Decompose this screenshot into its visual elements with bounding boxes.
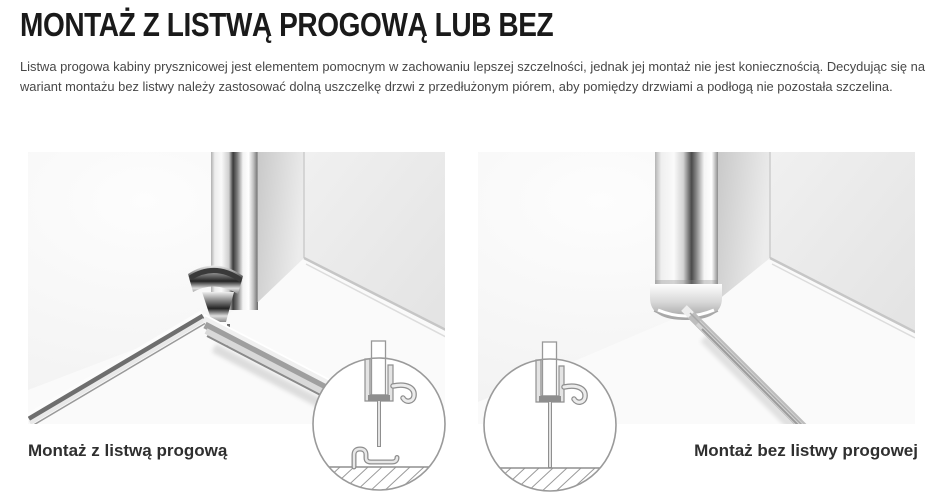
intro-paragraph: Listwa progowa kabiny prysznicowej jest elementem pomocnym w zachowaniu lepszej szczelności, jednak jej montaż nie jest koniecznością. Decydując się na wariant montażu bez listwy należy zastosować dolną uszczelkę drzwi z przedłużonym piórem, aby pomiędzy drzwiami a podłogą nie pozostała szczelina.: [20, 59, 925, 94]
glass-pane: [372, 341, 386, 395]
seal-with-threshold-profile-diagram-icon: [310, 335, 448, 493]
chrome-door-profile: [655, 152, 718, 292]
glass-pane: [543, 342, 557, 396]
seal-gasket: [368, 395, 390, 401]
seal-gasket: [539, 396, 561, 402]
caption-without-threshold: Montaż bez listwy progowej: [694, 441, 918, 460]
page-title: MONTAŻ Z LISTWĄ PROGOWĄ LUB BEZ: [20, 6, 554, 43]
seal-with-extended-fin-diagram-icon: [481, 336, 619, 494]
caption-with-threshold: Montaż z listwą progową: [28, 441, 228, 460]
